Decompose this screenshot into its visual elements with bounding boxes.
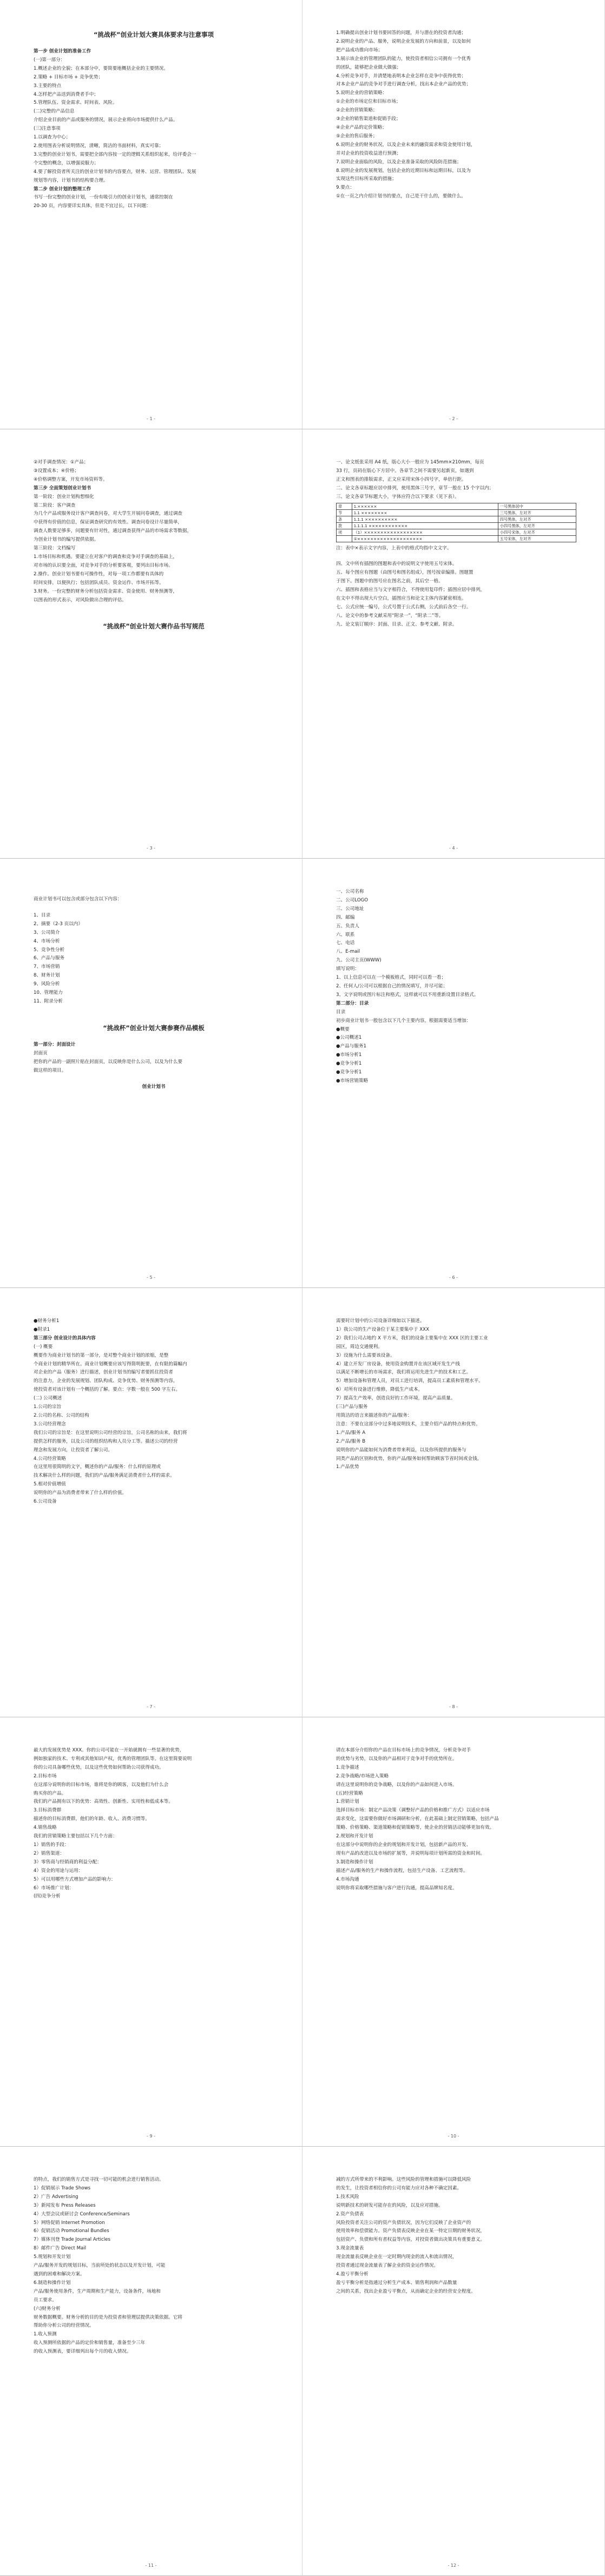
text-line: 2.使用图表分析说明情况，清晰，简洁的书面材料，真实可靠； xyxy=(34,143,164,149)
text-line: 2）销售渠道： xyxy=(34,1850,65,1856)
text-line: 三、论文各章节标题大小，字体应符合以下要求（见下表）。 xyxy=(336,494,459,500)
text-line: 一、论文纸张采用 A4 纸，版心大小一般应为 145mm×210mm，每页 xyxy=(336,460,484,465)
text-line: 7）提高生产效率，创造良好的工作环境，提高产品质量。 xyxy=(336,1396,456,1402)
text-line: ⑤企业的售后服务； xyxy=(336,133,378,139)
text-line: (一)第一部分： xyxy=(34,57,65,63)
text-line: 使投资者对该计划有一个概括的了解。要点：字数一般在 500 字左右。 xyxy=(34,1387,181,1393)
text-line: 3、公司简介 xyxy=(34,930,60,935)
text-line: 你的公司具备哪些优势，以及这些优势如何帮助公司获得成功。 xyxy=(34,1764,164,1770)
text-line: ①企业的市场定位和目标市场； xyxy=(336,99,401,105)
page-number: - 10 - xyxy=(448,2134,459,2139)
text-line: 时间安排，以便执行；包括团队成员、资金运作、市场开拓等。 xyxy=(34,580,164,586)
page-body xyxy=(34,29,274,407)
spacer xyxy=(34,1006,274,1023)
text-line: 用简洁的语言来描述你的产品/服务： xyxy=(336,1412,412,1418)
text-line: 提供怎样的服务，以及公司的组织结构和人员分工等。描述公司的经营 xyxy=(34,1438,178,1444)
text-line: 描述你的目标消费群，他们的年龄、收入、消费习惯等。 xyxy=(34,1816,150,1822)
text-line: ②对手调查情况：①产品； xyxy=(34,460,89,465)
text-line: 10、管理能力 xyxy=(34,990,63,996)
text-line: 最大的发展优势是 XXX。你的公司可能在一开始就拥有一些显著的优势， xyxy=(34,1748,185,1753)
text-line: 六、插图和表格应当与文字相符合，不得使用复印件；插图应居中排列， xyxy=(336,587,485,593)
text-line: 1.技术风险 xyxy=(336,2194,359,2200)
text-line: 的团队，能够把企业做大做强； xyxy=(336,64,402,70)
page-body xyxy=(336,888,576,1266)
text-line: 3.主要的特点 xyxy=(34,83,62,89)
text-line: 1.产品优势 xyxy=(336,1464,359,1470)
page-body xyxy=(34,2176,274,2554)
text-line: 盈亏平衡分析是指通过分析生产成本、销售利润和产品数量 xyxy=(336,2280,457,2286)
text-line: ④价格调整方案，开发市场资料等。 xyxy=(34,476,108,482)
text-line: 产品/服务使用条件，生产周期和生产能力，设备条件，场地和 xyxy=(34,2288,161,2294)
text-line: 目录 xyxy=(336,1009,346,1015)
text-line: 4）大型会议或研讨会 Conference/Seminars xyxy=(34,2211,130,2217)
text-line: 请在这里说明你的竞争战略，以及你的产品如何进入市场。 xyxy=(336,1782,457,1788)
text-line: 同类产品的区别和优势，你的产品/服务如何帮助顾客节省时间或金钱。 xyxy=(336,1456,482,1462)
text-line: 财务数据概要。财务分析的目的是为投资者和管理层提供决策依据。它将 xyxy=(34,2314,183,2320)
text-line: 六、联系 xyxy=(336,932,355,938)
text-line: 中获得有价值的信息，保证调查研究的有效性。调查问卷设计尽量简单， xyxy=(34,520,183,526)
table-cell: 节 xyxy=(337,509,352,516)
text-line: 二、公司LOGO xyxy=(336,897,369,903)
section-title: “挑战杯”创业计划大赛具体要求与注意事项 xyxy=(93,31,214,38)
table-cell: 1.1.1 ×××××××××× xyxy=(352,516,498,522)
text-line: 5）网络促销 Internet Promotion xyxy=(34,2220,105,2226)
text-line: 例如独家的技术、专利或其他知识产权，优秀的管理团队等。在这里简要说明 xyxy=(34,1756,192,1762)
text-line: 8、财务计划 xyxy=(34,973,60,979)
text-line: 4.盈亏平衡分析 xyxy=(336,2271,369,2277)
text-line: 2.产品/服务 B xyxy=(336,1438,366,1444)
text-line: 6）对所有设备进行维修，降低生产成本。 xyxy=(336,1387,423,1393)
text-line: 需要时计划中的公司设备详细如以下描述。 xyxy=(336,1318,425,1324)
text-line: 九、公司主页(WWW) xyxy=(336,958,382,964)
centered-heading: 创业计划书 xyxy=(142,1084,166,1090)
text-line: 3.财务。一份完整的财务分析包括资金需求、资金使用、财务预测等， xyxy=(34,588,178,594)
text-line: 2、任何人/公司可以根据自己的情况填写，并尽可能； xyxy=(336,983,448,989)
page-body xyxy=(336,2176,576,2554)
text-line: 9、风险分析 xyxy=(34,981,60,987)
text-line: 3）设施为什么需要该设备。 xyxy=(336,1352,395,1358)
text-line: 3、文字说明或图片标注和格式，这样就可以不用重新设置目录格式。 xyxy=(336,992,479,998)
text-line: (三)注意事项 xyxy=(34,126,61,132)
text-line: 4.要了解投资者所关注的创业计划书的内容要点，财务、运营、管理团队、发展 xyxy=(34,169,196,175)
page-number: - 1 - xyxy=(147,416,155,421)
text-line: 1.产品/服务 A xyxy=(336,1430,366,1436)
text-line: 1）促销展示 Trade Shows xyxy=(34,2185,91,2191)
text-line: 在这里用很简明的文字，概述你的产品/服务：什么样的原理或 xyxy=(34,1464,161,1470)
page-number: - 4 - xyxy=(449,846,458,851)
table-cell: ①×××××××××××××××××××× xyxy=(352,535,498,542)
table-row xyxy=(337,522,576,529)
text-line: 1.公司的宗旨 xyxy=(34,1404,62,1410)
text-line: 策略、价格策略、渠道策略和促销策略等，使企业的营销活动能够更加有效。 xyxy=(336,1825,495,1831)
text-line: 5、竞争性分析 xyxy=(34,947,65,953)
text-line: 3.完整的创业计划书，需要把全部内容按一定的逻辑关系组织起来，给评委会一 xyxy=(34,151,196,157)
text-line: 减的方式所带来的不利影响。这些风险的管理和措施可以降低风险 xyxy=(336,2177,471,2182)
text-line: 现有产品的改进以及市场的扩展等，并说明每项计划所需的资金和时间。 xyxy=(336,1850,485,1856)
text-line: 个完整的概念，以增强说服力； xyxy=(34,160,99,166)
text-line: 1）销售的手段： xyxy=(34,1842,69,1848)
text-line: (四)竞争分析 xyxy=(34,1894,61,1900)
text-line: 3.展示该企业的管理团队的能力，使投资者相信公司拥有一个优秀 xyxy=(336,56,471,62)
text-line: 四、邮编 xyxy=(336,914,355,920)
text-line: 6）促销活动 Promotional Bundles xyxy=(34,2228,109,2234)
table-cell: 五号宋体，左对齐 xyxy=(498,535,576,542)
text-line: 1）我公司的生产设备位于某主要集中于 XXX xyxy=(336,1326,429,1332)
text-line: 并对企业的投资收益进行预测； xyxy=(336,150,402,156)
text-line: 对本企业产品的竞争对手进行调查分析，找出本企业产品的优势； xyxy=(336,82,471,88)
document-page xyxy=(0,429,302,859)
document-page xyxy=(302,1288,605,1717)
text-line: 4、市场分析 xyxy=(34,938,60,944)
document-page xyxy=(302,0,605,429)
text-line: 6）市场推广计划： xyxy=(34,1885,74,1891)
text-line: 我们的产品拥有以下的优势：高效性、创新性、实用性和低成本等。 xyxy=(34,1799,173,1805)
text-line: 1.明确提出创业计划书要回答的问题，并与潜在的投资者沟通； xyxy=(336,30,466,36)
text-line: 个商业计划的精华所在。商业计划概要应该写得简明扼要，在有限的篇幅内 xyxy=(34,1361,187,1367)
text-line: (二)完整的产品信息 xyxy=(34,109,75,115)
table-cell: 小四号宋体，左对齐 xyxy=(498,529,576,535)
text-line: 规划等内容，计划书的结构要合理。 xyxy=(34,177,108,183)
text-line: 请在本部分介绍你的产品在目标市场上的竞争情况，分析竞争对手 xyxy=(336,1748,471,1753)
text-line: 4.销售战略 xyxy=(34,1825,57,1831)
text-line: 20-30 页，内容要详实具体，但是不宜过长，以下问题： xyxy=(34,203,151,209)
text-line: 为几个产品或服务设计客户调查问卷，对大学生开展问卷调查，通过调查 xyxy=(34,511,183,517)
text-line: ●市场分析1 xyxy=(336,1052,362,1058)
text-line: 33 行，页码在版心下方居中。各章节之间不需要另起新页，如遇到 xyxy=(336,468,474,474)
table-row xyxy=(337,529,576,535)
text-line: 9.要点： xyxy=(336,185,354,191)
text-line: 2）我们公司占地约 X 平方米，我们的设备主要集中在 XXX 区的主要工业 xyxy=(336,1335,488,1341)
text-line: 6.公司设备 xyxy=(34,1499,57,1505)
text-line: 5）增加设备和管理人员，对员工进行培训，提高员工素质和管理水平。 xyxy=(336,1378,483,1384)
table-cell: 1.1.1.1 ×××××××××××× xyxy=(352,522,498,529)
text-line: 于图下。图题中的图号应在图名之前，其后空一格。 xyxy=(336,579,443,585)
document-page xyxy=(302,429,605,859)
text-line: 需求变化，这需要你做好市场调研和分析，在此基础上制定营销策略，包括产品 xyxy=(336,1816,499,1822)
page-body xyxy=(336,1747,576,2124)
text-line: 四、文中所有插图的图题和表中的说明文字使用五号宋体。 xyxy=(336,561,457,567)
section-heading: 第一步 创业计划的准备工作 xyxy=(34,49,91,54)
text-line: ●竞争分析1 xyxy=(336,1061,362,1067)
text-line: ●财务分析1 xyxy=(34,1318,60,1324)
page-body xyxy=(34,1317,274,1695)
text-line: 帮助你分析公司的经营情况。 xyxy=(34,2323,94,2329)
text-line: 5.说明企业的营销策略： xyxy=(336,90,387,96)
text-line: 的特点，我们的销售方式是寻找一切可能的机会进行销售活动。 xyxy=(34,2177,164,2182)
text-line: 为创业计划书的编写提供依据。 xyxy=(34,537,99,543)
text-line: 2.策略 + 目标市场 + 竞争优势； xyxy=(34,74,103,80)
text-line: 7.说明企业面临的风险，以及企业准备采取的风险防范措施； xyxy=(336,159,462,165)
document-page xyxy=(0,859,302,1288)
table-cell: 1.×××××× xyxy=(352,503,498,509)
text-line: 园区，周边交通便利。 xyxy=(336,1344,383,1350)
table-cell: 三号黑体，左对齐 xyxy=(498,509,576,516)
text-line: 书写一份完整的创业计划，一份有吸引力的创业计划书，通常控制在 xyxy=(34,195,173,201)
page-number: - 8 - xyxy=(449,1704,458,1709)
table-row xyxy=(337,516,576,522)
text-line: 4）建立开发厂房设备，使用资金购置并在该区域开发生产线 xyxy=(336,1361,460,1367)
heading-format-table xyxy=(336,503,576,542)
text-line: 3）零售商与经销商的利益分配： xyxy=(34,1859,102,1865)
page-body xyxy=(336,29,576,407)
text-line: 第二阶段：客户调查 xyxy=(34,502,76,508)
text-line: 的注意力，企业的发展规划、团队构成、竞争优势、财务预测等内容， xyxy=(34,1378,178,1384)
table-cell xyxy=(337,535,352,542)
text-line: 第一阶段：创业计划构想细化 xyxy=(34,494,94,500)
table-cell: 项 xyxy=(337,529,352,535)
page-number: - 9 - xyxy=(147,2134,155,2139)
text-line: 说明你将采取哪些措施与客户进行沟通，提高品牌知名度。 xyxy=(336,1885,457,1891)
text-line: 选择目标市场：制定产品决策（调整好产品的价格和推广方式）以适应市场 xyxy=(336,1808,490,1814)
text-line: 的收入预测表，要详细列出每个月的收入情况。 xyxy=(34,2349,131,2355)
page-body xyxy=(336,459,576,836)
text-line: ④企业产品的定价策略； xyxy=(336,124,387,130)
spacer xyxy=(34,888,274,895)
text-line: 遇到的困难和解决方案。 xyxy=(34,2271,85,2277)
text-line: 3.目标消费群 xyxy=(34,1808,62,1814)
text-line: 商业计划书可以包含或部分包含以下内容： xyxy=(34,897,122,902)
page-number: - 6 - xyxy=(449,1275,458,1280)
text-line: 2.说明企业的产品、服务，说明企业发展的方向和前景，以及如何 xyxy=(336,38,471,44)
text-line: 5.相对价值增值 xyxy=(34,1482,66,1488)
text-line: 员工要求。 xyxy=(34,2297,57,2303)
table-row xyxy=(337,503,576,509)
table-row xyxy=(337,535,576,542)
page-body xyxy=(34,888,274,1266)
spacer xyxy=(34,1075,274,1083)
table-cell: 小四号黑体，左对齐 xyxy=(498,522,576,529)
text-line: 正文和图表的排版需求，正文应采用宋体小四号字，单倍行距。 xyxy=(336,476,466,482)
text-line: (二) 公司概述 xyxy=(34,1396,62,1402)
text-line: 1.营销计划 xyxy=(336,1799,359,1805)
spacer xyxy=(34,1033,274,1041)
text-line: 说明你的产品为消费者带来了什么样的价值。 xyxy=(34,1490,127,1496)
table-cell: 章 xyxy=(337,503,352,509)
text-line: 五、每个图应有图题（由图号和图名组成），图号按章编排。图题置 xyxy=(336,570,474,576)
text-line: 1.市场目标和机遇。要建立在对客户的调查和竞争对手调查的基础上， xyxy=(34,554,178,560)
text-line: 6.制造和操作计划 xyxy=(34,2280,71,2286)
text-line: 4.公司经营策略 xyxy=(34,1456,66,1462)
text-line: 4.市场沟通 xyxy=(336,1876,359,1882)
text-line: 以图表的形式表示，对风险做出合理的评估。 xyxy=(34,597,127,603)
text-line: 包括资产、负债和所有者权益等内容，对投资者做出决策具有重要意义。 xyxy=(336,2237,485,2243)
text-line: 八、论文中的参考文献采用“附录一”，“附录二”等。 xyxy=(336,613,444,619)
spacer xyxy=(336,553,576,560)
page-number: - 12 - xyxy=(448,2563,459,2568)
table-cell: （1）×××××××××××××××××× xyxy=(352,529,498,535)
text-line: 的优势与劣势，以及你的产品相对于竞争对手的优势所在。 xyxy=(336,1756,457,1762)
text-line: 描述产品/服务的生产和操作流程，包括生产设备、工艺流程等。 xyxy=(336,1868,468,1874)
text-line: 6、产品与服务 xyxy=(34,955,65,961)
page-number: - 2 - xyxy=(449,416,458,421)
section-heading: 第三步 全面策划创业计划书 xyxy=(34,485,91,491)
section-heading: 第二步 创业计划的整理工作 xyxy=(34,186,91,192)
text-line: ●附录1 xyxy=(34,1326,50,1332)
text-line: 介绍企业目前的产品或服务的情况，展示企业将向市场提供什么产品。 xyxy=(34,117,178,123)
page-number: - 7 - xyxy=(147,1704,155,1709)
spacer xyxy=(34,904,274,912)
text-line: 五、负责人 xyxy=(336,923,359,929)
document-page xyxy=(0,1288,302,1717)
table-cell: 条 xyxy=(337,516,352,522)
text-line: 3.现金流量表 xyxy=(336,2246,364,2252)
text-line: 把你的产品的一副照片贴在封面页，以反映你是什么公司，以及为什么要 xyxy=(34,1059,183,1065)
text-line: 理念和发展方向，让投资者了解公司。 xyxy=(34,1447,113,1453)
text-line: ●产品与服务1 xyxy=(336,1044,366,1050)
text-line: 2.资产负债表 xyxy=(336,2211,364,2217)
text-line: 注意：不要在这部分中过多地说明技术，主要介绍产品的特点和优势。 xyxy=(336,1421,481,1427)
text-line: 二、论文各章标题应居中排列，使用黑体三号字，章节一般在 15 个字以内； xyxy=(336,485,494,491)
text-line: 三、公司地址 xyxy=(336,906,364,912)
text-line: 填写说明： xyxy=(336,966,359,972)
text-line: (三)产品与服务 xyxy=(336,1404,368,1410)
text-line: 2.目标市场 xyxy=(34,1773,57,1779)
text-line: 3）新闻发布 Press Releases xyxy=(34,2202,96,2208)
text-line: 注：表中×表示文字内容，上表中的格式均指中文文字。 xyxy=(336,545,452,551)
text-line: 以满足不断增长的市场需求，我们将运用先进生产的技术和工艺。 xyxy=(336,1370,471,1376)
text-line: 5.管理队伍、资金需求、时间表、风险。 xyxy=(34,100,117,106)
text-line: ①在一页之内介绍计划书的要点，自己是干什么的，要做什么。 xyxy=(336,194,466,200)
text-line: 第三阶段：文档编写 xyxy=(34,546,76,552)
text-line: 对市场的认识要全面，对竞争对手的分析要客观，要列出目标市场。 xyxy=(34,562,173,568)
text-line: 产品/服务开发的规划目标，当前所处的状态以及开发计划，可能 xyxy=(34,2263,166,2269)
section-heading: 第三部分 创业设计的具体内容 xyxy=(34,1335,96,1341)
text-line: 8）邮件广告 Direct Mail xyxy=(34,2246,87,2252)
section-heading: 第二部分：目录 xyxy=(336,1000,369,1006)
text-line: 调查人数要足够多，问题要有针对性，通过调查获得产品的市场需求等数据， xyxy=(34,528,192,534)
text-line: 1.竞争描述 xyxy=(336,1764,359,1770)
text-line: 投资者通过现金流量表了解企业的资金运作情况。 xyxy=(336,2263,439,2269)
text-line: 2）广告 Advertising xyxy=(34,2194,78,2200)
text-line: 说明你的产品能如何为消费者带来利益，以及你所提供的服务与 xyxy=(336,1447,466,1453)
text-line: 2.规划和开发计划 xyxy=(336,1834,373,1840)
page-number: - 5 - xyxy=(147,1275,155,1280)
text-line: 7、市场营销 xyxy=(34,964,60,970)
text-line: ●概要 xyxy=(336,1026,350,1032)
spacer xyxy=(34,605,274,621)
text-line: ③企业的销售渠道和促销手段； xyxy=(336,116,401,122)
text-line: 11、附录分析 xyxy=(34,998,63,1004)
text-line: 概要作为商业计划书的第一部分，是对整个商业计划的浓缩，是整 xyxy=(34,1352,169,1358)
text-line: 8.说明企业的发展规划，包括企业的近期目标和远期目标，以及为 xyxy=(336,168,471,174)
text-line: 1、目录 xyxy=(34,912,51,918)
text-line: 封面页 xyxy=(34,1050,48,1056)
text-line: (一) 概要 xyxy=(34,1344,53,1350)
text-line: ③设置成本；④价格； xyxy=(34,468,80,474)
text-line: 九、论文装订顺序：封面、目录、正文、参考文献、附录。 xyxy=(336,621,457,627)
text-line: 把产品成功推向市场； xyxy=(336,47,383,53)
text-line: 2.操作。创业计划书要有可操作性，对每一项工作都要有具体的 xyxy=(34,571,164,577)
text-line: 我们的营销策略主要包括以下几个方面： xyxy=(34,1834,117,1840)
table-cell: 款 xyxy=(337,522,352,529)
table-cell: 一号黑体居中 xyxy=(498,503,576,509)
text-line: 1.收入预测 xyxy=(34,2332,57,2338)
document-page xyxy=(0,0,302,429)
text-line: (五)经营策略 xyxy=(336,1790,363,1796)
text-line: 八、E-mail xyxy=(336,949,360,955)
text-line: 1.概述企业的全貌；在本部分中，要简要地概括企业的主要情况。 xyxy=(34,65,168,71)
text-line: 说明新技术的研发可能存在的风险，以及应对措施。 xyxy=(336,2202,443,2208)
text-line: ②企业的营销策略； xyxy=(336,108,378,114)
table-cell: 四号黑体，左对齐 xyxy=(498,516,576,522)
document-page xyxy=(302,859,605,1288)
text-line: 使用效率和偿债能力。资产负债表反映企业在某一特定日期的财务状况， xyxy=(336,2228,485,2234)
text-line: 4.怎样把产品送到消费者手中； xyxy=(34,91,98,97)
text-line: 6.说明企业的财务状况，以及企业未来的融资需求和资金使用计划， xyxy=(336,142,476,148)
text-line: ●公司概述1 xyxy=(336,1035,362,1041)
text-line: 在这部分中说明你的企业的规划和开发计划，包括新产品的开发、 xyxy=(336,1842,471,1848)
text-line: 做这样的项目。 xyxy=(34,1067,67,1073)
document-page xyxy=(0,2147,302,2576)
text-line: 七、公式应统一编号，公式号置于公式右侧，公式前后各空一行。 xyxy=(336,604,471,610)
text-line: 一、公司名称 xyxy=(336,889,364,894)
text-line: 7）媒体刊登 Trade Journal Articles xyxy=(34,2237,110,2243)
section-title: “挑战杯”创业计划大赛作品书写规范 xyxy=(103,622,205,630)
text-line: 4）资金的用途与运用： xyxy=(34,1868,83,1874)
page-body xyxy=(34,1747,274,2124)
text-line: 5）可以用哪些方式增加产品的影响力： xyxy=(34,1876,116,1882)
spacer xyxy=(34,40,274,48)
text-line: 在文中不得出现大片空白，插图应当和论文主体内容紧密相连。 xyxy=(336,596,466,602)
text-line: 七、电话 xyxy=(336,940,355,946)
text-line: 初步商业计划书一般包含以下几个主要内容，根据需要适当增加： xyxy=(336,1018,471,1024)
document-page xyxy=(0,1717,302,2147)
text-line: 1、以上信息可以在一个模板格式，同时可以看一看； xyxy=(336,975,446,981)
table-cell: 1.1 ×××××××× xyxy=(352,509,498,516)
text-line: 对企业的产品（服务）进行描述，创业计划书的编写者要抓住投资者 xyxy=(34,1370,173,1376)
text-line: (六)财务分析 xyxy=(34,2306,61,2312)
text-line: 现金流量表反映企业在一定时期内现金的流入和流出情况， xyxy=(336,2254,457,2260)
text-line: 2.公司的名称、公司的结构 xyxy=(34,1412,89,1418)
page-number: - 3 - xyxy=(147,846,155,851)
text-line: 3.公司经营理念 xyxy=(34,1421,66,1427)
document-page xyxy=(302,2147,605,2576)
text-line: 购买你的产品。 xyxy=(34,1790,67,1796)
text-line: 2、摘要（2-3 页以内） xyxy=(34,921,83,927)
text-line: 技术解决什么样的问题，我们的产品/服务满足消费者什么样的需求。 xyxy=(34,1473,175,1479)
text-line: ●市场营销策略 xyxy=(336,1078,369,1084)
text-line: 3.制造和操作计划 xyxy=(336,1859,373,1865)
text-line: 之间的关系，找出企业盈亏平衡点，从而确定企业的经营安全程度。 xyxy=(336,2288,476,2294)
text-line: 风险投资者关注公司的资产负债状况，因为它们反映了企业资产的 xyxy=(336,2220,471,2226)
text-line: 我们公司的宗旨是：在这里说明公司经营的宗旨，公司名称的由来，我们将 xyxy=(34,1430,187,1436)
section-heading: 第一部分：封面设计 xyxy=(34,1041,76,1047)
text-line: 5.规划和开发计划 xyxy=(34,2254,71,2260)
document-page xyxy=(302,1717,605,2147)
text-line: 实现这些目标所采取的措施； xyxy=(336,176,397,182)
text-line: 4.分析竞争对手，并清楚地表明本企业怎样在竞争中获得优势； xyxy=(336,73,466,79)
text-line: 2.竞争战略/市场进入策略 xyxy=(336,1773,389,1779)
text-line: 的发生，让投资者相信你的公司有能力应对各种不确定因素。 xyxy=(336,2185,462,2191)
page-body xyxy=(34,459,274,836)
text-line: 收入预测所依据的产品的定价和销售量，准备至少三年 xyxy=(34,2340,146,2346)
text-line: 在这部分说明你的目标市场，谁将是你的顾客，以及他们为什么会 xyxy=(34,1782,169,1788)
text-line: ●竞争分析1 xyxy=(336,1070,362,1075)
page-body xyxy=(336,1317,576,1695)
text-line: 1.以调查为中心； xyxy=(34,135,71,141)
table-row xyxy=(337,509,576,516)
section-title: “挑战杯”创业计划大赛参赛作品模板 xyxy=(103,1024,205,1032)
page-number: - 11 - xyxy=(145,2563,157,2568)
